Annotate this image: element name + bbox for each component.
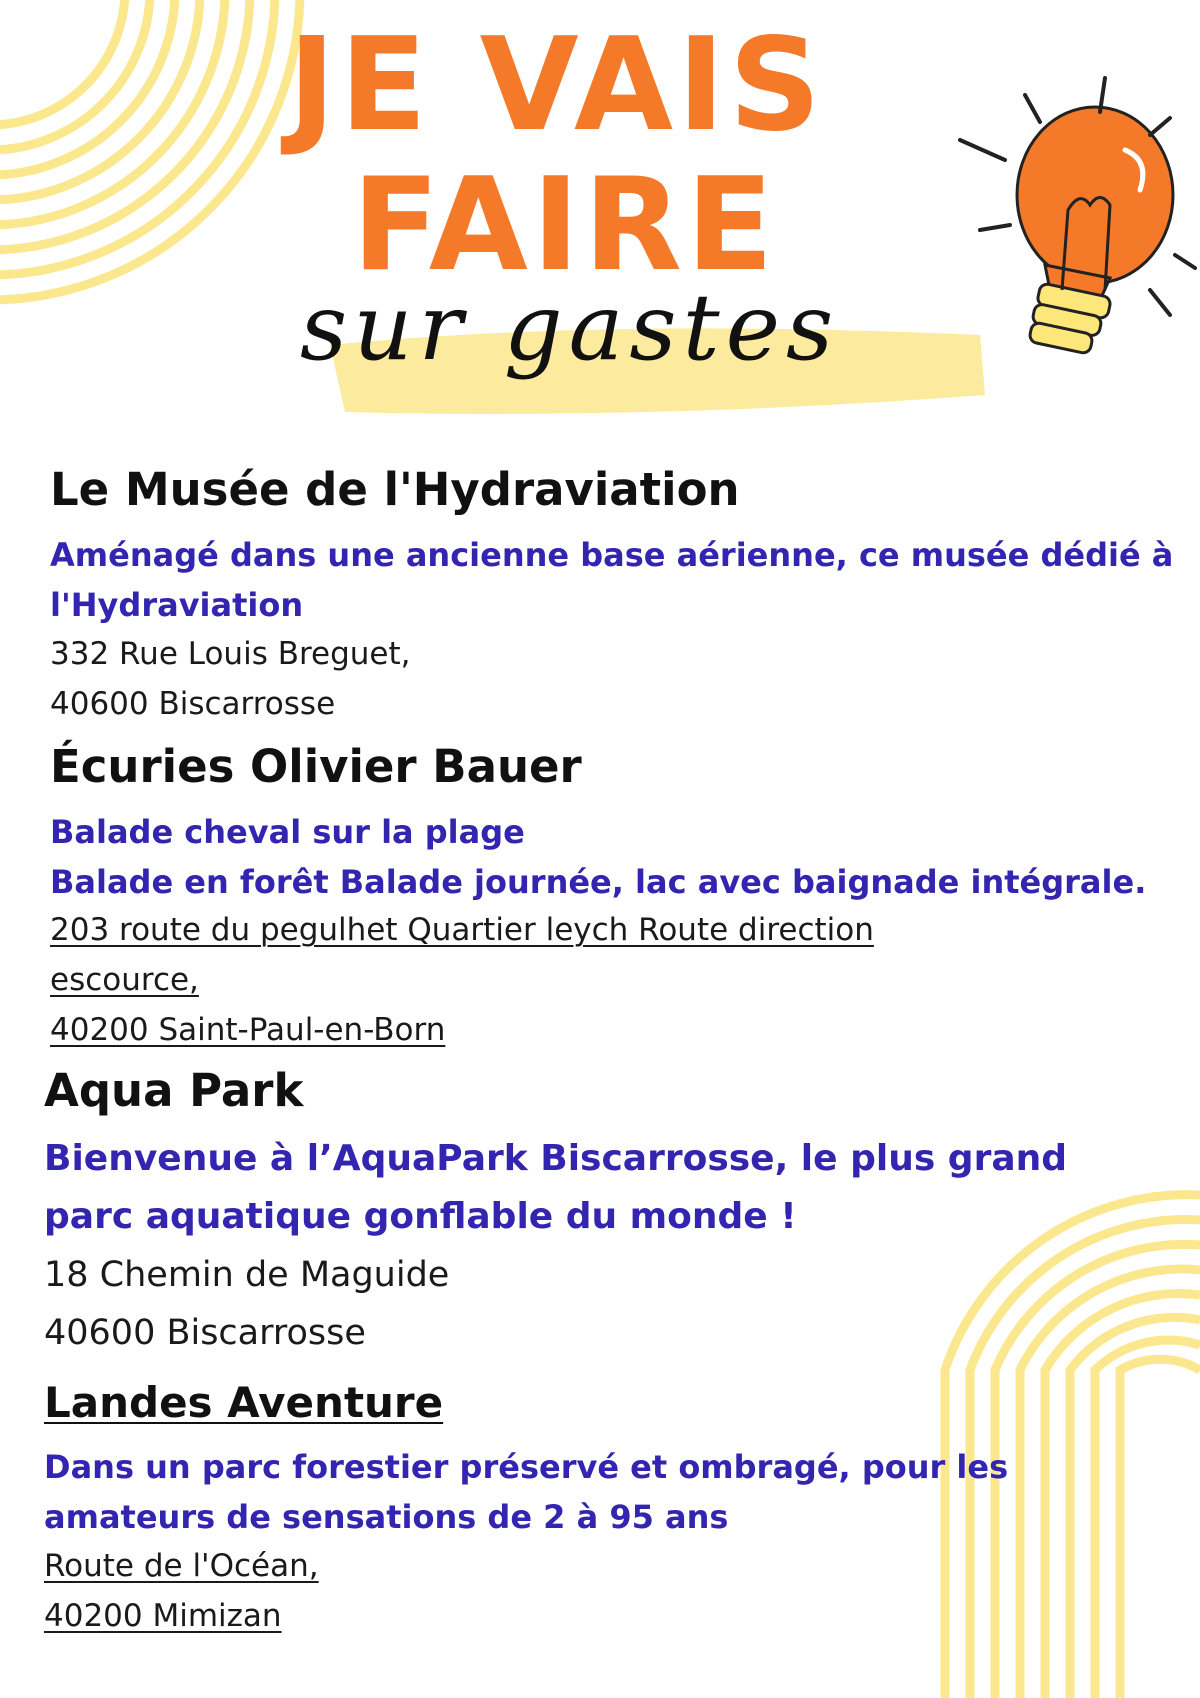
- entry-title: Le Musée de l'Hydraviation: [50, 463, 740, 516]
- top-left-arcs: [0, 0, 300, 300]
- title-line-2: FAIRE: [352, 151, 778, 300]
- entry-description: Balade cheval sur la plage: [50, 813, 525, 851]
- entry-title-link[interactable]: Landes Aventure: [44, 1378, 444, 1427]
- entry-title: Écuries Olivier Bauer: [50, 740, 582, 793]
- entry-description: Aménagé dans une ancienne base aérienne, ce musée dédié à: [50, 536, 1174, 574]
- entry-address-link[interactable]: 40200 Saint-Paul-en-Born: [50, 1012, 446, 1048]
- entry-description: amateurs de sensations de 2 à 95 ans: [44, 1498, 729, 1536]
- entry-description: Bienvenue à l’AquaPark Biscarrosse, le plus grand: [44, 1138, 1068, 1179]
- entry-address: 332 Rue Louis Breguet,: [50, 636, 411, 672]
- entry-address: 40600 Biscarrosse: [44, 1313, 366, 1353]
- bottom-right-arcs: [945, 1195, 1200, 1698]
- title-script: sur gastes: [300, 274, 840, 381]
- entry-address-link[interactable]: 40200 Mimizan: [44, 1598, 282, 1634]
- entry-address-link[interactable]: Route de l'Océan,: [44, 1548, 319, 1584]
- title-line-1: JE VAIS: [288, 11, 825, 160]
- entry-description: parc aquatique gonflable du monde !: [44, 1196, 797, 1237]
- entry-address: 40600 Biscarrosse: [50, 686, 336, 722]
- entry-description: l'Hydraviation: [50, 586, 304, 624]
- entry-description: Balade en forêt Balade journée, lac avec baignade intégrale.: [50, 863, 1147, 901]
- entry-description: Dans un parc forestier préservé et ombragé, pour les: [44, 1448, 1009, 1486]
- entry-address-link[interactable]: escource,: [50, 962, 199, 998]
- entry-address-link[interactable]: 203 route du pegulhet Quartier leych Route direction: [50, 912, 874, 948]
- entry-address: 18 Chemin de Maguide: [44, 1255, 450, 1295]
- lightbulb-icon: [960, 78, 1195, 354]
- entry-title: Aqua Park: [44, 1064, 304, 1117]
